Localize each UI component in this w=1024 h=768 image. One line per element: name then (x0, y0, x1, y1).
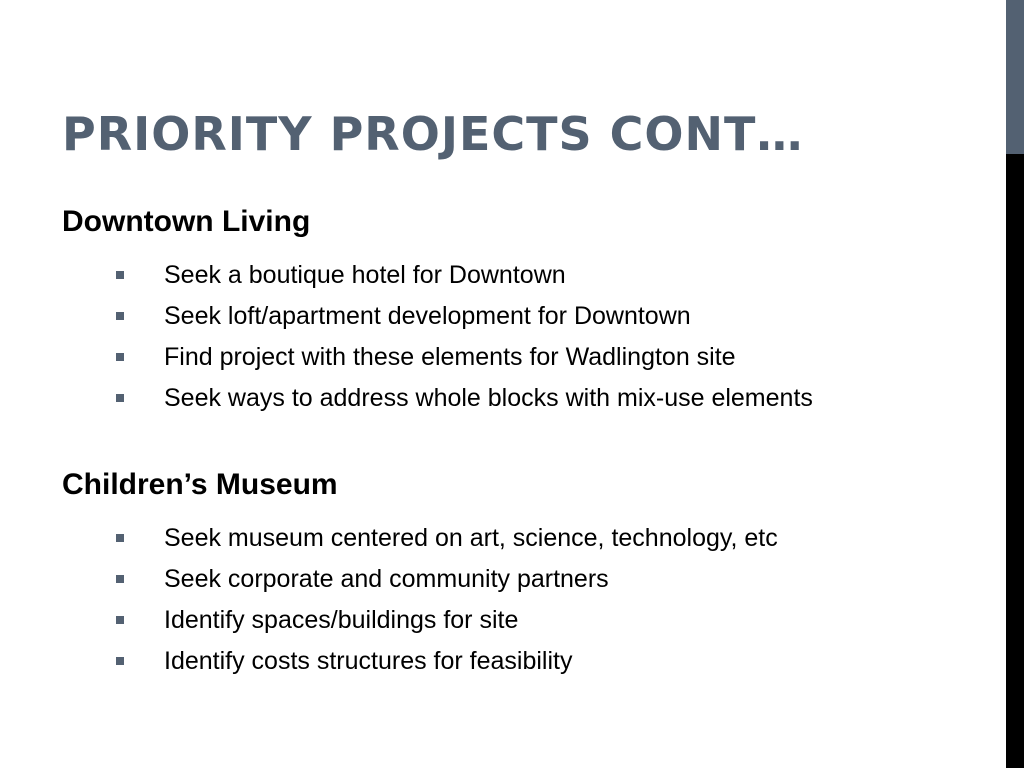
list-item-text: Find project with these elements for Wadlington site (164, 343, 736, 371)
square-bullet-icon (116, 353, 124, 361)
square-bullet-icon (116, 657, 124, 665)
side-dark-bar (1006, 154, 1024, 768)
list-item-text: Identify costs structures for feasibility (164, 647, 573, 675)
square-bullet-icon (116, 394, 124, 402)
list-item-text: Seek a boutique hotel for Downtown (164, 261, 566, 289)
square-bullet-icon (116, 271, 124, 279)
side-accent-bar (1006, 0, 1024, 154)
square-bullet-icon (116, 575, 124, 583)
list-item-text: Identify spaces/buildings for site (164, 606, 519, 634)
list-item-text: Seek museum centered on art, science, technology, etc (164, 524, 778, 552)
slide-title: PRIORITY PROJECTS CONT… (62, 107, 804, 161)
list-item-text: Seek corporate and community partners (164, 565, 609, 593)
list-item-text: Seek loft/apartment development for Downtown (164, 302, 691, 330)
section-heading-downtown-living: Downtown Living (62, 205, 311, 238)
square-bullet-icon (116, 312, 124, 320)
square-bullet-icon (116, 616, 124, 624)
square-bullet-icon (116, 534, 124, 542)
list-item-text: Seek ways to address whole blocks with mix-use elements (164, 384, 813, 412)
section-heading-childrens-museum: Children’s Museum (62, 468, 338, 501)
